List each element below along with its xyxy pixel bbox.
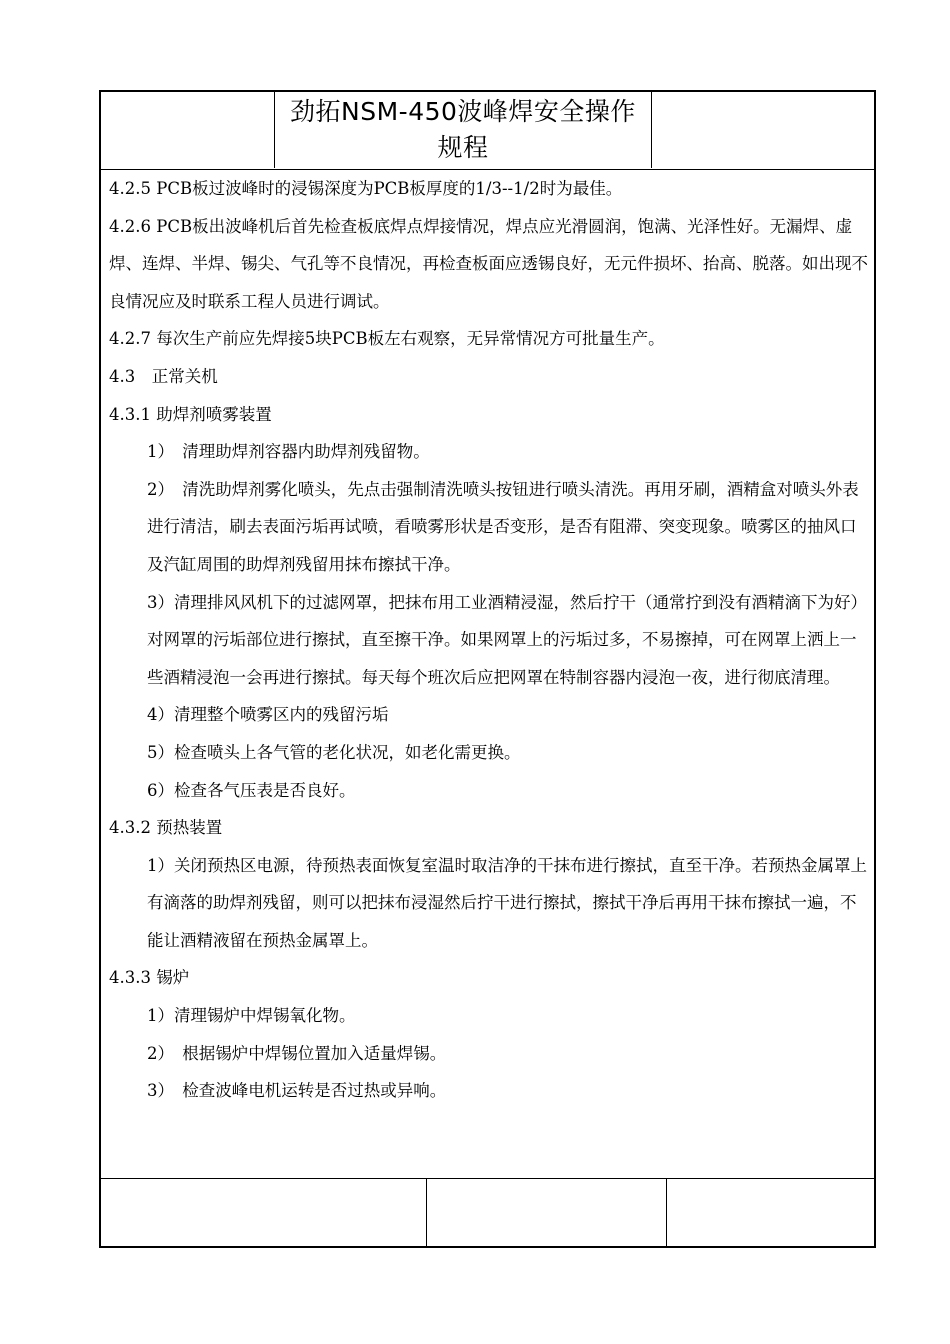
list-item-4-3-1-1: 1） 清理助焊剂容器内助焊剂残留物。 [147,442,430,462]
header-table [101,92,874,170]
paragraph-4-2-5: 4.2.5 PCB板过波峰时的浸锡深度为PCB板厚度的1/3--1/2时为最佳。 [109,179,623,198]
heading-4-3: 4.3 正常关机 [109,366,218,386]
footer-table [101,1178,874,1246]
list-item-4-3-3-2: 2） 根据锡炉中焊锡位置加入适量焊锡。 [147,1043,447,1063]
paragraph-4-2-7: 4.2.7 每次生产前应先焊接5块PCB板左右观察，无异常情况方可批量生产。 [109,329,665,349]
document-title [275,92,651,166]
list-item-4-3-3-1: 1）清理锡炉中焊锡氧化物。 [147,1006,356,1026]
list-item-4-3-1-2: 2） 清洗助焊剂雾化喷头，先点击强制清洗喷头按钮进行喷头清洗。再用牙刷，酒精盒对喷头外表进行清洁，刷去表面污垢再试喷，看喷雾形状是否变形，是否有阻滞、突变现象。喷雾区的抽风口及汽缸周围的助焊剂残留用抹布擦拭干净。 [147,479,859,574]
heading-4-3-1: 4.3.1 助焊剂喷雾装置 [109,404,272,424]
footer-left-cell [101,1179,427,1247]
list-item-4-3-1-3: 3）清理排风风机下的过滤网罩，把抹布用工业酒精浸湿，然后拧干（通常拧到没有酒精滴下为好）对网罩的污垢部位进行擦拭，直至擦干净。如果网罩上的污垢过多，不易擦掉，可在网罩上洒上一些酒精浸泡一会再进行擦拭。每天每个班次后应把网罩在特制容器内浸泡一夜，进行彻底清理。 [147,592,867,687]
footer-right-cell [667,1179,874,1247]
header-right-cell [652,92,874,168]
heading-4-3-2: 4.3.2 预热装置 [109,818,223,838]
header-left-cell [101,92,275,168]
footer-middle-cell [427,1179,667,1247]
title-line-2: 规程 [437,133,489,162]
list-item-4-3-1-4: 4）清理整个喷雾区内的残留污垢 [147,705,389,725]
header-title-cell [275,92,652,168]
list-item-4-3-2-1: 1）关闭预热区电源，待预热表面恢复室温时取洁净的干抹布进行擦拭，直至干净。若预热金属罩上有滴落的助焊剂残留，则可以把抹布浸湿然后拧干进行擦拭，擦拭干净后再用干抹布擦拭一遍，不能让酒精液留在预热金属罩上。 [147,855,867,950]
list-item-4-3-1-5: 5）检查喷头上各气管的老化状况，如老化需更换。 [147,742,521,762]
list-item-4-3-1-6: 6）检查各气压表是否良好。 [147,780,356,800]
paragraph-4-2-6: 4.2.6 PCB板出波峰机后首先检查板底焊点焊接情况，焊点应光滑圆润，饱满、光泽性好。无漏焊、虚焊、连焊、半焊、锡尖、气孔等不良情况，再检查板面应透锡良好，无元件损坏、抬高、脱落。如出现不良情况应及时联系工程人员进行调试。 [109,216,868,311]
document-frame [99,90,876,1248]
heading-4-3-3: 4.3.3 锡炉 [109,968,190,988]
document-body [109,170,871,1110]
list-item-4-3-3-3: 3） 检查波峰电机运转是否过热或异响。 [147,1081,447,1101]
title-line-1: 劲拓NSM-450波峰焊安全操作 [290,97,636,126]
